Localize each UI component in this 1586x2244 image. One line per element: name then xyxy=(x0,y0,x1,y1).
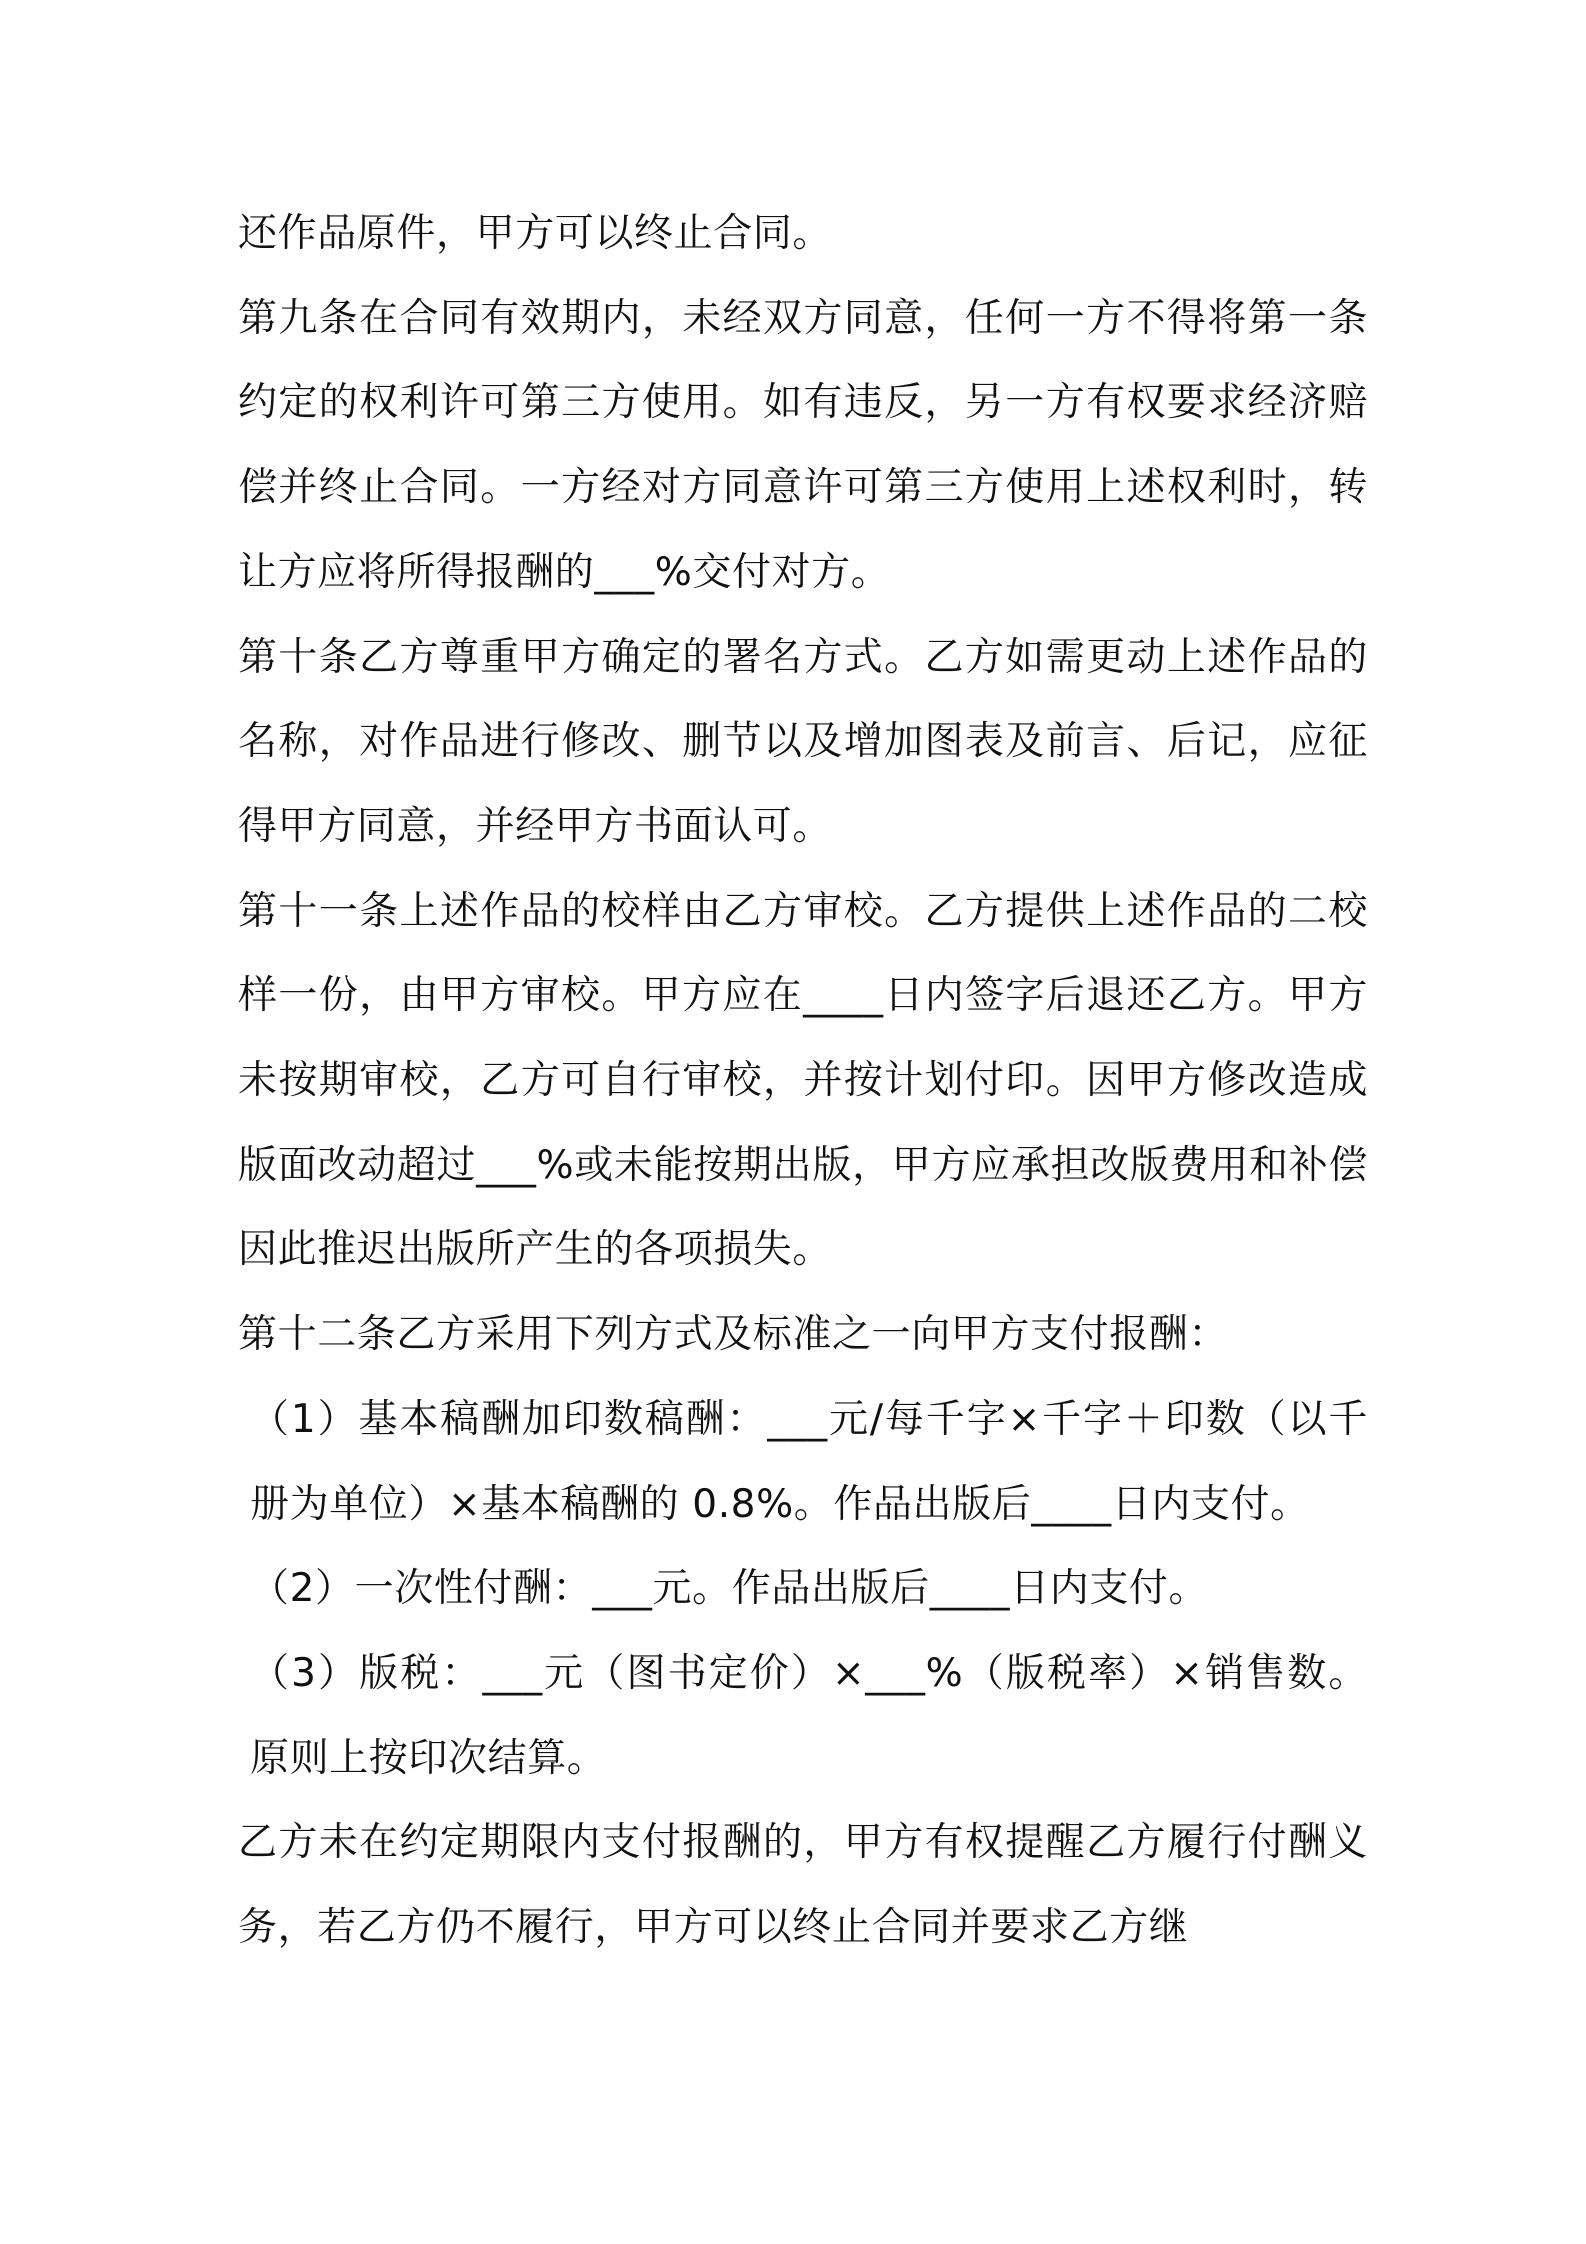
paragraph-continuation: 还作品原件，甲方可以终止合同。 xyxy=(238,211,833,256)
late-payment-paragraph: 乙方未在约定期限内支付报酬的，甲方有权提醒乙方履行付酬义务，若乙方仍不履行，甲方可以终止合同并要求乙方继 xyxy=(238,1820,1368,1951)
article-11-paragraph: 第十一条上述作品的校样由乙方审校。乙方提供上述作品的二校样一份，由甲方审校。甲方应在____日内签字后退还乙方。甲方未按期审校，乙方可自行审校，并按计划付印。因甲方修改造成版面改动超过___%或未能按期出版，甲方应承担改版费用和补偿因此推迟出版所产生的各项损失。 xyxy=(238,888,1368,1273)
article-10-paragraph: 第十条乙方尊重甲方确定的署名方式。乙方如需更动上述作品的名称，对作品进行修改、删节以及增加图表及前言、后记，应征得甲方同意，并经甲方书面认可。 xyxy=(238,634,1368,849)
payment-option-2: （2）一次性付酬：___元。作品出版后____日内支付。 xyxy=(250,1566,1209,1612)
payment-option-3: （3）版税：___元（图书定价）×___%（版税率）×销售数。原则上按印次结算。 xyxy=(250,1650,1368,1781)
article-12-paragraph: 第十二条乙方采用下列方式及标准之一向甲方支付报酬： xyxy=(238,1312,1229,1358)
payment-option-1: （1）基本稿酬加印数稿酬：___元/每千字×千字＋印数（以千册为单位）×基本稿酬的 0.8%。作品出版后____日内支付。 xyxy=(250,1396,1368,1527)
article-9-paragraph: 第九条在合同有效期内，未经双方同意，任何一方不得将第一条约定的权利许可第三方使用。如有违反，另一方有权要求经济赔偿并终止合同。一方经对方同意许可第三方使用上述权利时，转让方应将所得报酬的___%交付对方。 xyxy=(238,295,1368,595)
document-body xyxy=(238,192,1368,1971)
